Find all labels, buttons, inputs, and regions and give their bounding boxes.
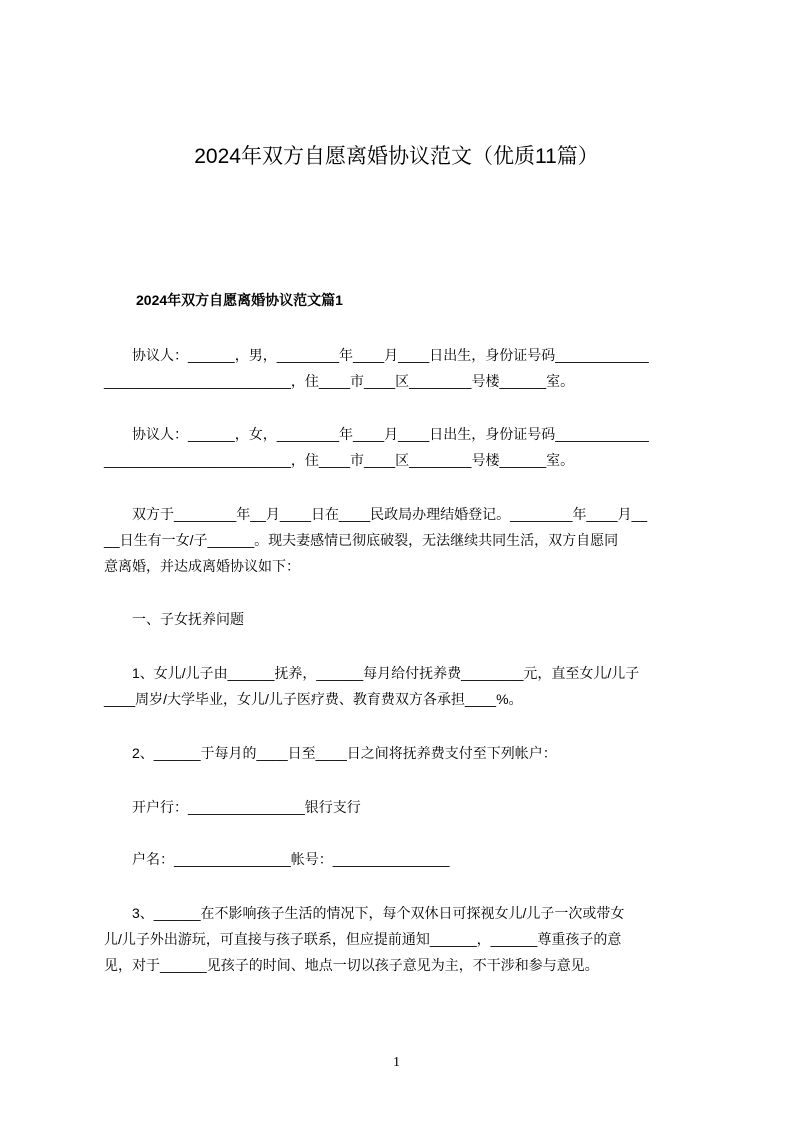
- paragraph-line: 1、女儿/儿子由______抚养，______每月给付抚养费________元，直至女儿/儿子: [104, 665, 640, 681]
- section-heading: 2024年双方自愿离婚协议范文篇1: [136, 292, 343, 308]
- paragraph-line: 意离婚，并达成离婚协议如下：: [104, 558, 300, 574]
- paragraph-line: 协议人：______，女，________年____月____日出生，身份证号码____________: [104, 426, 649, 442]
- document-title: 2024年双方自愿离婚协议范文（优质11篇）: [194, 145, 599, 168]
- paragraph-party-female: [104, 421, 704, 473]
- paragraph-bank: [104, 794, 704, 820]
- paragraph-item-1: [104, 660, 704, 712]
- paragraph-line: 双方于________年__月____日在____民政局办理结婚登记。________年____月__: [104, 506, 648, 522]
- paragraph-item-3: [104, 900, 704, 978]
- paragraph-line: 开户行：_______________银行支行: [104, 799, 361, 815]
- page-number: 1: [393, 1055, 400, 1070]
- paragraph-line: 协议人：______，男，________年____月____日出生，身份证号码____________: [104, 347, 649, 363]
- paragraph-line: __日生有一女/子______。现夫妻感情已彻底破裂，无法继续共同生活，双方自愿同: [104, 532, 619, 548]
- paragraph-account: [104, 846, 704, 872]
- paragraph-line: 一、子女抚养问题: [104, 611, 244, 627]
- paragraph-line: 户名：_______________帐号：_______________: [104, 851, 450, 867]
- paragraph-marriage-info: [104, 501, 704, 579]
- paragraph-line: ________________________，住____市____区________号楼______室。: [104, 373, 575, 389]
- paragraph-item-2: [104, 740, 704, 766]
- paragraph-section-one: [104, 606, 704, 632]
- paragraph-line: ________________________，住____市____区________号楼______室。: [104, 452, 575, 468]
- paragraph-line: 儿/儿子外出游玩，可直接与孩子联系，但应提前通知______，______尊重孩子的意: [104, 931, 622, 947]
- paragraph-line: ____周岁/大学毕业，女儿/儿子医疗费、教育费双方各承担____%。: [104, 691, 523, 707]
- paragraph-line: 2、______于每月的____日至____日之间将抚养费支付至下列帐户：: [104, 745, 557, 761]
- paragraph-line: 见，对于______见孩子的时间、地点一切以孩子意见为主，不干涉和参与意见。: [104, 957, 599, 973]
- paragraph-line: 3、______在不影响孩子生活的情况下，每个双休日可探视女儿/儿子一次或带女: [104, 905, 625, 921]
- paragraph-party-male: [104, 342, 704, 394]
